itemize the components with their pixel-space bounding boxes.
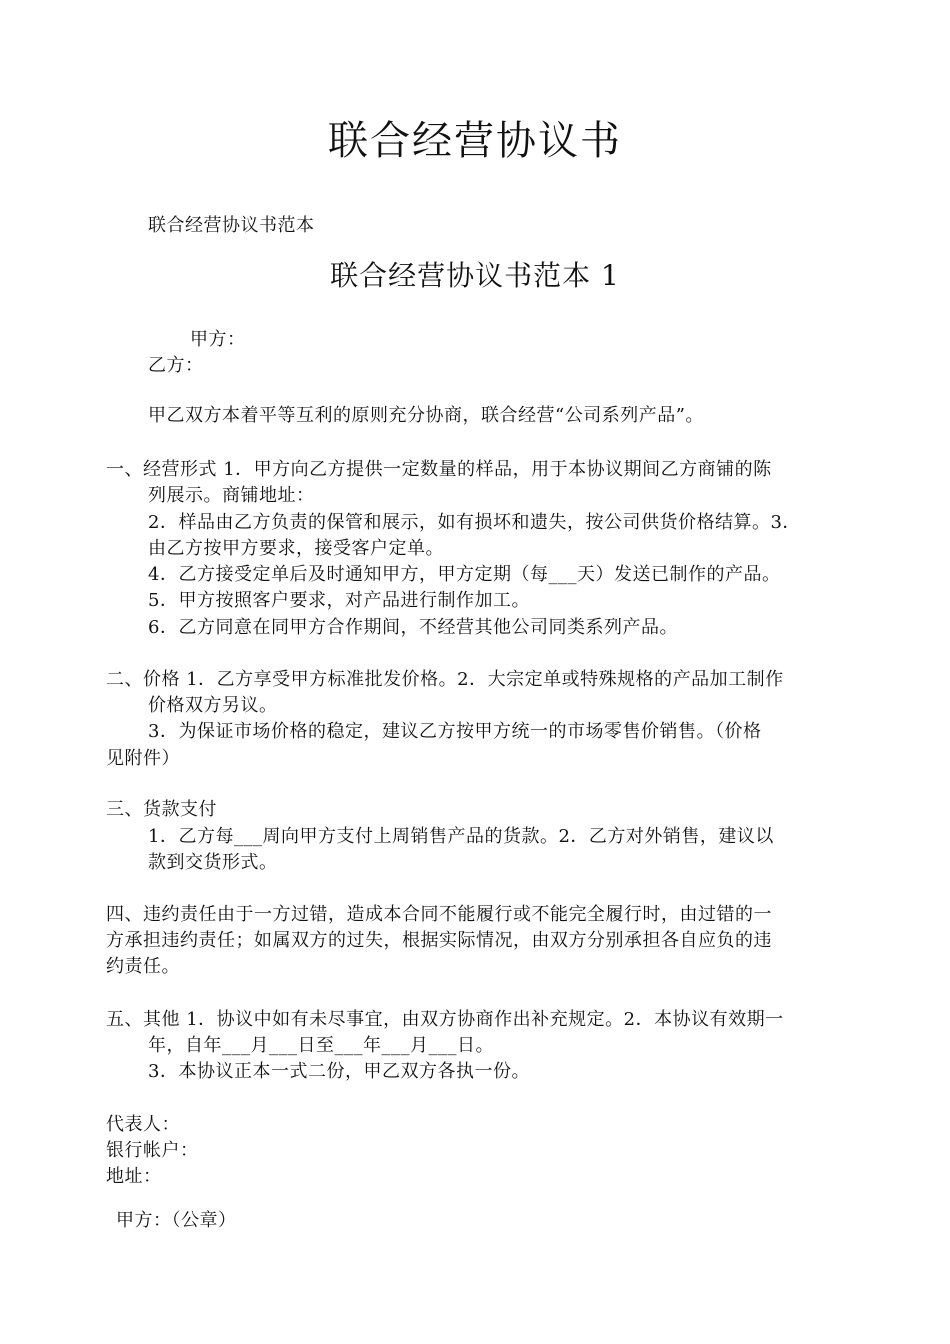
section1-line: 5．甲方按照客户要求，对产品进行制作加工。	[148, 590, 530, 611]
section5-line: 五、其他 1．协议中如有未尽事宜，由双方协商作出补充规定。2．本协议有效期一	[106, 1009, 784, 1030]
section4-line: 方承担违约责任；如属双方的过失，根据实际情况，由双方分别承担各自应负的违	[106, 930, 772, 951]
section4-line: 四、违约责任由于一方过错，造成本合同不能履行或不能完全履行时，由过错的一	[106, 904, 772, 925]
section4-line: 约责任。	[106, 956, 180, 977]
section1-line: 由乙方按甲方要求，接受客户定单。	[148, 538, 444, 559]
section5-line: 3．本协议正本一式二份，甲乙双方各执一份。	[148, 1061, 530, 1082]
section2-line: 二、价格 1．乙方享受甲方标准批发价格。2．大宗定单或特殊规格的产品加工制作	[106, 669, 784, 690]
section5-line: 年，自年___月___日至___年___月___日。	[148, 1035, 494, 1056]
preamble-paragraph: 甲乙双方本着平等互利的原则充分协商，联合经营“公司系列产品”。	[148, 405, 704, 426]
intro-label: 联合经营协议书范本	[148, 215, 315, 236]
representative-label: 代表人：	[106, 1114, 180, 1135]
document-title: 联合经营协议书	[328, 118, 622, 164]
address-label: 地址：	[106, 1166, 162, 1187]
section2-line: 价格双方另议。	[148, 695, 278, 716]
section3-line: 款到交货形式。	[148, 852, 278, 873]
section3-line: 三、货款支付	[106, 799, 217, 820]
bank-account-label: 银行帐户：	[106, 1140, 199, 1161]
section2-line: 见附件）	[106, 748, 180, 769]
section1-line: 2．样品由乙方负责的保管和展示，如有损坏和遗失，按公司供货价格结算。3．	[148, 512, 801, 533]
party-b-label: 乙方：	[148, 355, 204, 376]
document-subtitle: 联合经营协议书范本 1	[330, 259, 620, 292]
section1-line: 6．乙方同意在同甲方合作期间，不经营其他公司同类系列产品。	[148, 617, 678, 638]
section2-line: 3．为保证市场价格的稳定，建议乙方按甲方统一的市场零售价销售。（价格	[148, 721, 762, 742]
section1-line: 4．乙方接受定单后及时通知甲方，甲方定期（每___天）发送已制作的产品。	[148, 564, 781, 585]
section3-line: 1．乙方每___周向甲方支付上周销售产品的货款。2．乙方对外销售，建议以	[148, 826, 774, 847]
section1-line: 列展示。商铺地址：	[148, 485, 315, 506]
party-a-label: 甲方：	[190, 329, 246, 350]
party-a-seal-label: 甲方：（公章）	[116, 1210, 237, 1231]
section1-line: 一、经营形式 1．甲方向乙方提供一定数量的样品，用于本协议期间乙方商铺的陈	[106, 459, 772, 480]
